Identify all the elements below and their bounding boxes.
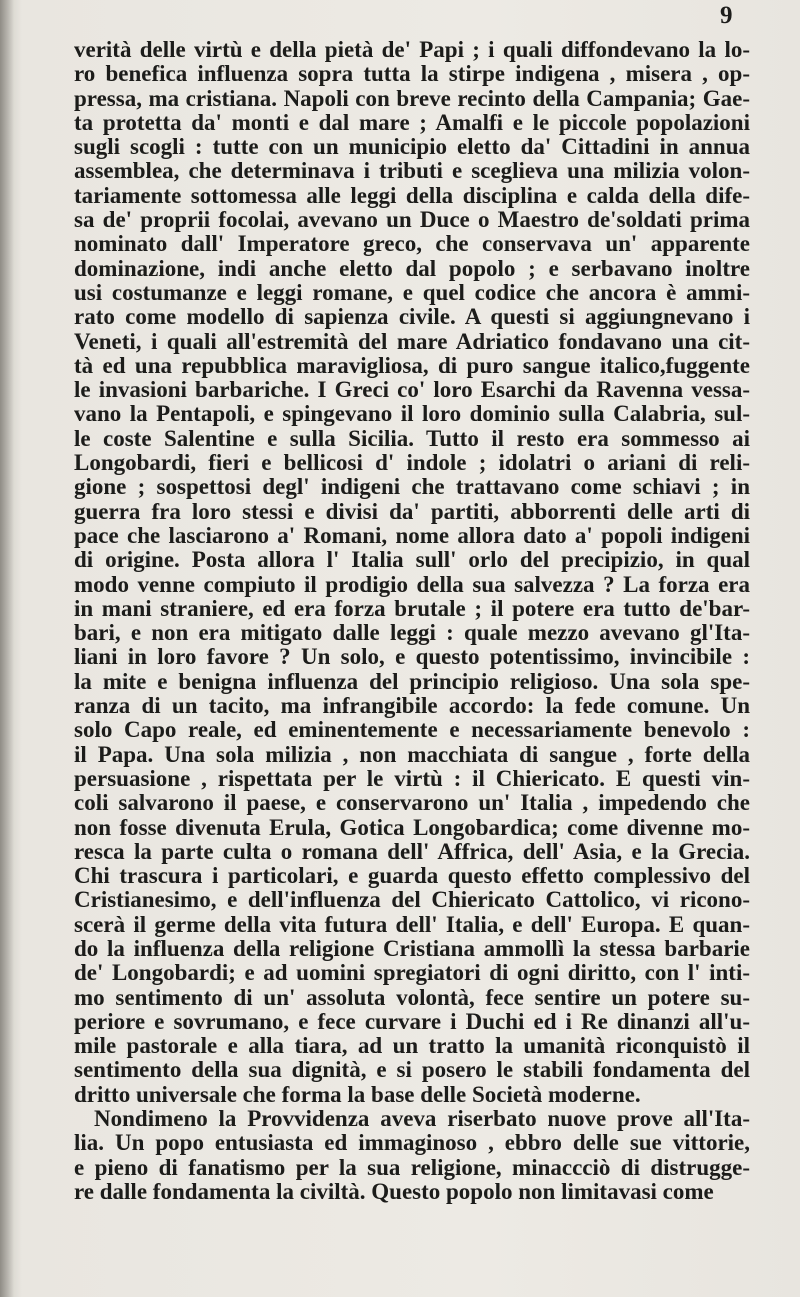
text-line: pressa, ma cristiana. Napoli con breve recinto della Campania; Gae- bbox=[74, 86, 750, 111]
text-line: modo venne compiuto il prodigio della sua salvezza ? La forza era bbox=[74, 572, 750, 597]
text-line: lia. Un popo entusiasta ed immaginoso , ebbro delle sue vittorie, bbox=[74, 1131, 750, 1156]
text-line: non fosse divenuta Erula, Gotica Longobardica; come divenne mo- bbox=[74, 815, 750, 840]
text-line: di origine. Posta allora l' Italia sull' orlo del precipizio, in qual bbox=[74, 548, 750, 573]
text-line: Longobardi, fieri e bellicosi d' indole ; idolatri o ariani di reli- bbox=[74, 451, 750, 476]
text-line: resca la parte culta o romana dell' Affrica, dell' Asia, e la Grecia. bbox=[74, 839, 750, 864]
text-line: scerà il germe della vita futura dell' Italia, e dell' Europa. E quan- bbox=[74, 912, 750, 937]
page-number: 9 bbox=[720, 2, 733, 29]
page-spine-shadow bbox=[0, 0, 14, 1297]
text-line: ranza di un tacito, ma infrangibile accordo: la fede comune. Un bbox=[74, 694, 750, 719]
text-line: solo Capo reale, ed eminentemente e necessariamente benevolo : bbox=[74, 718, 750, 743]
text-line: periore e sovrumano, e fece curvare i Duchi ed i Re dinanzi all'u- bbox=[74, 1009, 750, 1034]
text-line: do la influenza della religione Cristiana ammollì la stessa barbarie bbox=[74, 936, 750, 961]
text-line: vano la Pentapoli, e spingevano il loro dominio sulla Calabria, sul- bbox=[74, 402, 750, 427]
text-line: sa de' proprii focolai, avevano un Duce o Maestro de'soldati prima bbox=[74, 208, 750, 233]
text-line: ta protetta da' monti e dal mare ; Amalfi e le piccole popolazioni bbox=[74, 110, 750, 135]
text-line: guerra fra loro stessi e divisi da' partiti, abborrenti delle arti di bbox=[74, 499, 750, 524]
text-line: Cristianesimo, e dell'influenza del Chiericato Cattolico, vi ricono- bbox=[74, 888, 750, 913]
text-line: coli salvarono il paese, e conservarono un' Italia , impedendo che bbox=[74, 791, 750, 816]
text-line: re dalle fondamenta la civiltà. Questo popolo non limitavasi come bbox=[74, 1179, 714, 1204]
text-line: gione ; sospettosi degl' indigeni che trattavano come schiavi ; in bbox=[74, 475, 750, 500]
text-line: mile pastorale e alla tiara, ad un tratto la umanità riconquistò il bbox=[74, 1034, 750, 1059]
text-line: bari, e non era mitigato dalle leggi : quale mezzo avevano gl'Ita- bbox=[74, 621, 750, 646]
text-line: dritto universale che forma la base delle Società moderne. bbox=[74, 1082, 641, 1107]
text-line: e pieno di fanatismo per la sua religione, minaccciò di distrugge- bbox=[74, 1155, 750, 1180]
text-line: persuasione , rispettata per le virtù : il Chiericato. E questi vin- bbox=[74, 766, 750, 791]
text-line: tariamente sottomessa alle leggi della disciplina e calda della dife- bbox=[74, 183, 750, 208]
text-line: tà ed una repubblica maravigliosa, di puro sangue italico,fuggente bbox=[74, 353, 750, 378]
text-line: le coste Salentine e sulla Sicilia. Tutto il resto era sommesso ai bbox=[74, 426, 750, 451]
text-line: verità delle virtù e della pietà de' Papi ; i quali diffondevano la lo- bbox=[74, 38, 750, 62]
text-line: pace che lasciarono a' Romani, nome allora dato a' popoli indigeni bbox=[74, 523, 750, 548]
text-line: le invasioni barbariche. I Greci co' loro Esarchi da Ravenna vessa- bbox=[74, 378, 750, 403]
text-line: de' Longobardi; e ad uomini spregiatori di ogni diritto, con l' inti- bbox=[74, 961, 750, 986]
text-line: sugli scogli : tutte con un municipio eletto da' Cittadini in annua bbox=[74, 135, 750, 160]
text-line: rato come modello di sapienza civile. A questi si aggiungnevano i bbox=[74, 305, 750, 330]
text-line: Veneti, i quali all'estremità del mare Adriatico fondavano una cit- bbox=[74, 329, 750, 354]
text-line: sentimento della sua dignità, e si posero le stabili fondamenta del bbox=[74, 1058, 750, 1083]
text-line: liani in loro favore ? Un solo, e questo potentissimo, invincibile : bbox=[74, 645, 750, 670]
text-line: Chi trascura i particolari, e guarda questo effetto complessivo del bbox=[74, 864, 750, 889]
text-line: mo sentimento di un' assoluta volontà, fece sentire un potere su- bbox=[74, 985, 750, 1010]
text-line: il Papa. Una sola milizia , non macchiata di sangue , forte della bbox=[74, 742, 750, 767]
text-line: in mani straniere, ed era forza brutale ; il potere era tutto de'bar- bbox=[74, 596, 750, 621]
text-line: dominazione, indi anche eletto dal popolo ; e serbavano inoltre bbox=[74, 256, 750, 281]
text-line: la mite e benigna influenza del principio religioso. Una sola spe- bbox=[74, 669, 750, 694]
text-line: Nondimeno la Provvidenza aveva riserbato nuove prove all'Ita- bbox=[94, 1107, 750, 1132]
text-line: ro benefica influenza sopra tutta la stirpe indigena , misera , op- bbox=[74, 62, 750, 87]
text-line: assemblea, che determinava i tributi e sceglieva una milizia volon- bbox=[74, 159, 750, 184]
text-line: usi costumanze e leggi romane, e quel codice che ancora è ammi- bbox=[74, 280, 750, 305]
text-line: nominato dall' Imperatore greco, che conservava un' apparente bbox=[74, 232, 750, 257]
body-text bbox=[74, 38, 750, 1204]
